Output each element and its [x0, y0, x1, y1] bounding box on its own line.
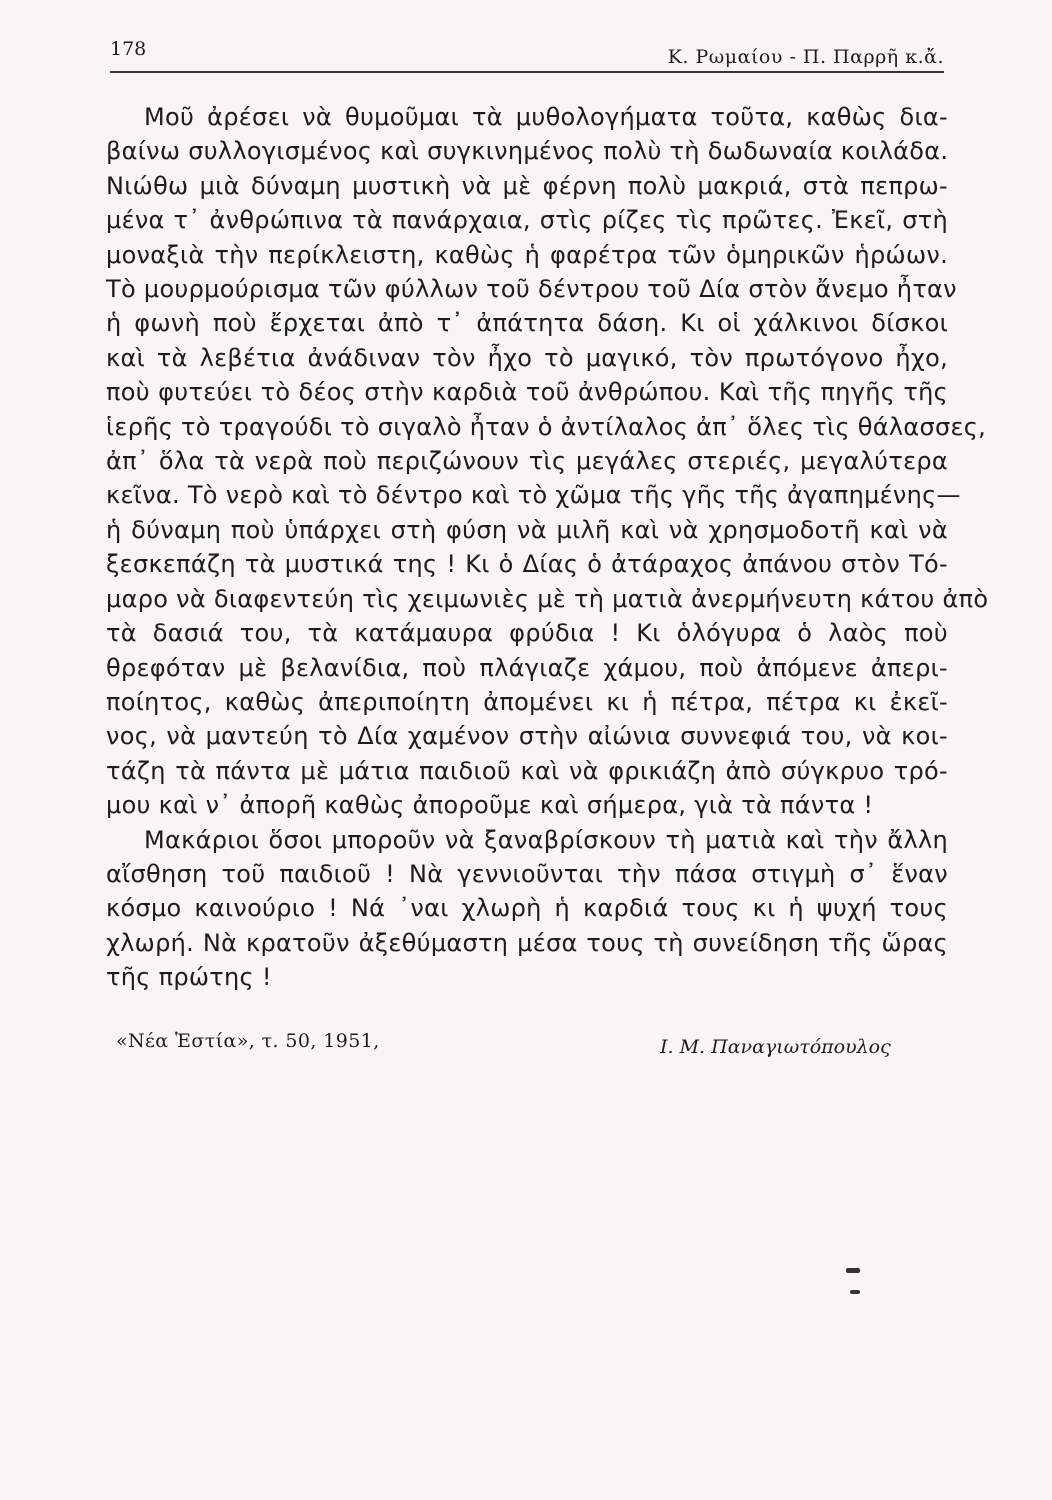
text-line: κεῖνα. Τὸ νερὸ καὶ τὸ δέντρο καὶ τὸ χῶμα τῆς γῆς τῆς ἀγαπημένης—: [106, 481, 961, 510]
text-line: Μακάριοι ὅσοι μποροῦν νὰ ξαναβρίσκουν τὴ ματιὰ καὶ τὴν ἄλλη: [144, 825, 948, 854]
text-line: κόσμο καινούριο ! Νά ᾽ναι χλωρὴ ἡ καρδιά τους κι ἡ ψυχή τους: [106, 894, 948, 923]
article-body: [106, 100, 989, 995]
text-line: μένα τ᾽ ἀνθρώπινα τὰ πανάρχαια, στὶς ρίζες τὶς πρῶτες. Ἐκεῖ, στὴ: [106, 206, 948, 235]
text-line: ἡ δύναμη ποὺ ὑπάρχει στὴ φύση νὰ μιλῆ καὶ νὰ χρησμοδοτῆ καὶ νὰ: [106, 515, 948, 544]
text-line: μοναξιὰ τὴν περίκλειστη, καθὼς ἡ φαρέτρα τῶν ὁμηρικῶν ἡρώων.: [106, 240, 948, 269]
text-line: νος, νὰ μαντεύη τὸ Δία χαμένον στὴν αἰώνια συννεφιά του, νὰ κοι-: [106, 722, 948, 751]
text-line: θρεφόταν μὲ βελανίδια, ποὺ πλάγιαζε χάμου, ποὺ ἀπόμενε ἀπερι-: [106, 653, 948, 682]
text-line: τῆς πρώτης !: [106, 963, 272, 992]
citation: «Νέα Ἑστία», τ. 50, 1951,: [116, 1030, 380, 1052]
text-line: μου καὶ ν᾽ ἀπορῆ καθὼς ἀποροῦμε καὶ σήμερα, γιὰ τὰ πάντα !: [106, 791, 874, 820]
text-line: βαίνω συλλογισμένος καὶ συγκινημένος πολὺ τὴ δωδωναία κοιλάδα.: [106, 137, 949, 166]
text-line: ἱερῆς τὸ τραγούδι τὸ σιγαλὸ ἦταν ὁ ἀντίλαλος ἀπ᾽ ὅλες τὶς θάλασσες,: [106, 412, 987, 441]
text-line: Μοῦ ἀρέσει νὰ θυμοῦμαι τὰ μυθολογήματα τοῦτα, καθὼς δια-: [144, 103, 948, 131]
ink-mark: [850, 1290, 860, 1294]
text-line: Νιώθω μιὰ δύναμη μυστικὴ νὰ μὲ φέρνη πολὺ μακριά, στὰ πεπρω-: [106, 171, 948, 200]
text-line: χλωρή. Νὰ κρατοῦν ἀξεθύμαστη μέσα τους τὴ συνείδηση τῆς ὥρας: [106, 928, 948, 957]
text-line: ποὺ φυτεύει τὸ δέος στὴν καρδιὰ τοῦ ἀνθρώπου. Καὶ τῆς πηγῆς τῆς: [106, 378, 948, 407]
header-rule: [110, 71, 944, 73]
text-line: ξεσκεπάζη τὰ μυστικά της ! Κι ὁ Δίας ὁ ἀτάραχος ἀπάνου στὸν Τό-: [106, 550, 948, 579]
text-line: τάζη τὰ πάντα μὲ μάτια παιδιοῦ καὶ νὰ φρικιάζη ἀπὸ σύγκρυο τρό-: [106, 756, 948, 785]
text-line: ποίητος, καθὼς ἀπεριποίητη ἀπομένει κι ἡ πέτρα, πέτρα κι ἐκεῖ-: [106, 687, 948, 716]
text-line: ἡ φωνὴ ποὺ ἔρχεται ἀπὸ τ᾽ ἀπάτητα δάση. Κι οἱ χάλκινοι δίσκοι: [106, 309, 948, 338]
text-line: καὶ τὰ λεβέτια ἀνάδιναν τὸν ἦχο τὸ μαγικό, τὸν πρωτόγονο ἦχο,: [106, 343, 948, 372]
running-header: Κ. Ρωμαίου - Π. Παρρῆ κ.ἄ.: [667, 46, 944, 68]
text-line: τὰ δασιά του, τὰ κατάμαυρα φρύδια ! Κι ὁλόγυρα ὁ λαὸς ποὺ: [106, 619, 948, 648]
page-number: 178: [110, 38, 147, 60]
text-line: Τὸ μουρμούρισμα τῶν φύλλων τοῦ δέντρου τοῦ Δία στὸν ἄνεμο ἦταν: [106, 275, 957, 304]
text-line: ἀπ᾽ ὅλα τὰ νερὰ ποὺ περιζώνουν τὶς μεγάλες στεριές, μεγαλύτερα: [106, 447, 948, 476]
text-line: αἴσθηση τοῦ παιδιοῦ ! Νὰ γεννιοῦνται τὴν πάσα στιγμὴ σ᾽ ἕναν: [106, 859, 948, 888]
text-line: μαρο νὰ διαφεντεύη τὶς χειμωνιὲς μὲ τὴ ματιὰ ἀνερμήνευτη κάτου ἀπὸ: [106, 584, 989, 613]
author-signature: Ι. Μ. Παναγιωτόπουλος: [660, 1036, 891, 1058]
ink-mark: [846, 1268, 860, 1273]
